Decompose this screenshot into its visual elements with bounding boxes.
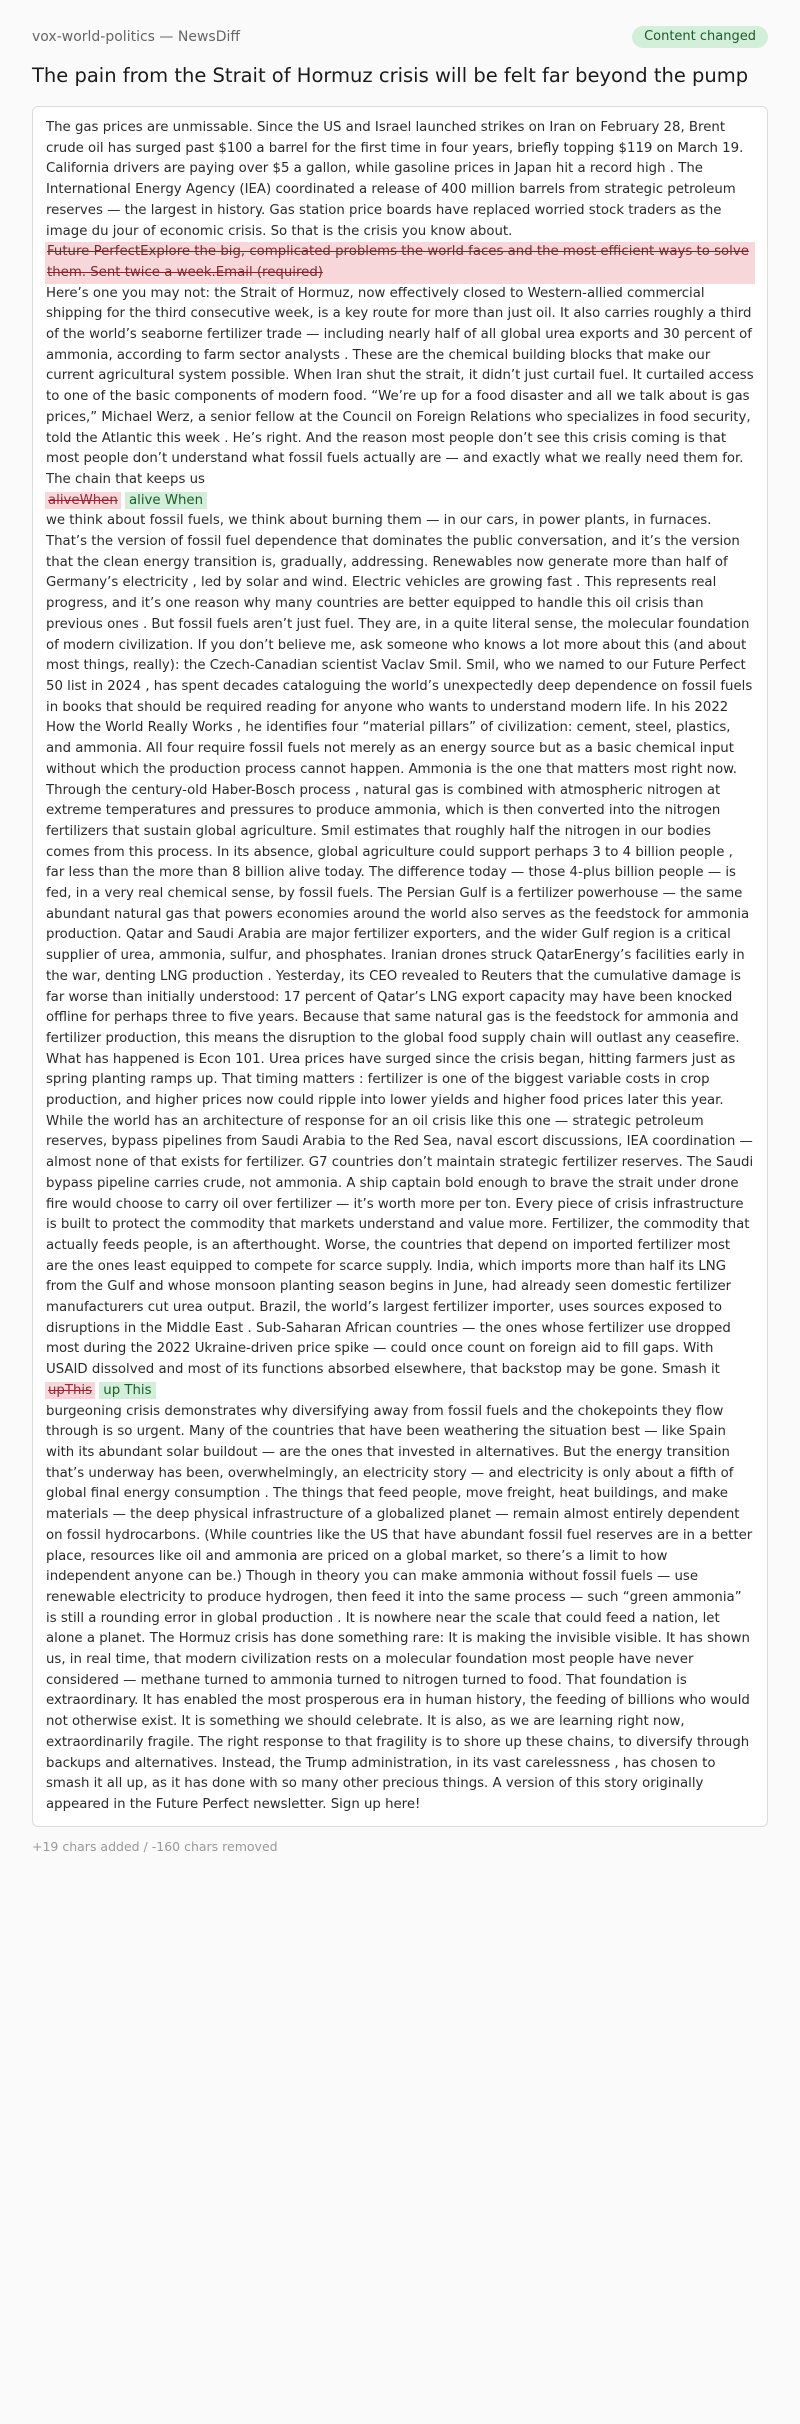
- source-label: vox-world-politics — NewsDiff: [32, 29, 241, 45]
- deleted-text: Future PerfectExplore the big, complicated problems the world faces and the most efficient ways to solve them. Sent twice a week.Email (required): [45, 242, 755, 283]
- change-pair: [45, 491, 755, 512]
- inserted-text: alive When: [125, 492, 207, 509]
- diff-stats: +19 chars added / -160 chars removed: [32, 1838, 278, 1854]
- status-badge: Content changed: [632, 26, 768, 48]
- deleted-text: upThis: [45, 1382, 95, 1399]
- inserted-text: up This: [99, 1382, 155, 1399]
- unchanged-text: we think about fossil fuels, we think about burning them — in our cars, in power plants, in furnaces. That’s the version of fossil fuel dependence that dominates the public conversation, and it’s the version that the clean energy transition is, gradually, addressing. Renewables now generate more than half of Germany’s electricity , led by solar and wind. Electric vehicles are growing fast . This represents real progress, and it’s one reason why many countries are better equipped to handle this oil crisis than previous ones . But fossil fuels aren’t just fuel. They are, in a quite literal sense, the molecular foundation of modern civilization. If you don’t believe me, ask someone who knows a lot more about this (and about most things, really): the Czech-Canadian scientist Vaclav Smil. Smil, who we named to our Future Perfect 50 list in 2024 , has spent decades cataloguing the world’s unexpectedly deep dependence on fossil fuels in books that should be required reading for anyone who wants to understand modern life. In his 2022 How the World Really Works , he identifies four “material pillars” of civilization: cement, steel, plastics, and ammonia. All four require fossil fuels not merely as an energy source but as a basic chemical input without which the production process cannot happen. Ammonia is the one that matters most right now. Through the century-old Haber-Bosch process , natural gas is combined with atmospheric nitrogen at extreme temperatures and pressures to produce ammonia, which is then converted into the nitrogen fertilizers that sustain global agriculture. Smil estimates that roughly half the nitrogen in our bodies comes from this process. In its absence, global agriculture could support perhaps 3 to 4 billion people , far less than the more than 8 billion alive today. The difference today — those 4-plus billion people — is fed, in a very real chemical sense, by fossil fuels. The Persian Gulf is a fertilizer powerhouse — the same abundant natural gas that powers economies around the world also serves as the feedstock for ammonia production. Qatar and Saudi Arabia are major fertilizer exporters, and the wider Gulf region is a critical supplier of urea, ammonia, sulfur, and phosphates. Iranian drones struck QatarEnergy’s facilities early in the war, denting LNG production . Yesterday, its CEO revealed to Reuters that the cumulative damage is far worse than initially understood: 17 percent of Qatar’s LNG export capacity may have been knocked offline for perhaps three to five years. Because that same natural gas is the feedstock for ammonia and fertilizer production, this means the disruption to the global food supply chain will outlast any ceasefire. What has happened is Econ 101. Urea prices have surged since the crisis began, hitting farmers just as spring planting ramps up. That timing matters : fertilizer is one of the biggest variable costs in crop production, and higher prices now could ripple into lower yields and higher food prices later this year. While the world has an architecture of response for an oil crisis like this one — strategic petroleum reserves, bypass pipelines from Saudi Arabia to the Red Sea, naval escort discussions, IEA coordination — almost none of that exists for fertilizer. G7 countries don’t maintain strategic fertilizer reserves. The Saudi bypass pipeline carries crude, not ammonia. A ship captain bold enough to brave the strait under drone fire would choose to carry oil over fertilizer — it’s worth more per ton. Every piece of crisis infrastructure is built to protect the commodity that markets understand and value more. Fertilizer, the commodity that actually feeds people, is an afterthought. Worse, the countries that depend on imported fertilizer most are the ones least equipped to compete for scarce supply. India, which imports more than half its LNG from the Gulf and whose monsoon planting season begins in June, had already seen domestic fertilizer manufacturers cut urea output. Brazil, the world’s largest fertilizer importer, uses sources exposed to disruptions in the Middle East . Sub-Saharan African countries — the ones whose fertilizer use dropped most during the 2022 Ukraine-driven price spike — could once count on foreign aid to fill gaps. With USAID dissolved and most of its functions absorbed elsewhere, that backstop may be gone. Smash it: [46, 513, 754, 1378]
- article-title: The pain from the Strait of Hormuz crisis will be felt far beyond the pump: [32, 64, 749, 87]
- change-pair: [45, 1381, 755, 1402]
- deleted-text: aliveWhen: [45, 492, 121, 509]
- header: [32, 26, 768, 48]
- unchanged-text: burgeoning crisis demonstrates why diversifying away from fossil fuels and the chokepoints they flow through is so urgent. Many of the countries that have been weathering the situation best — like Spain with its abundant solar buildout — are the ones that invested in alternatives. But the energy transition that’s underway has been, overwhelmingly, an electricity story — and electricity is only about a fifth of global final energy consumption . The things that feed people, move freight, heat buildings, and make materials — the deep physical infrastructure of a globalized planet — remain almost entirely dependent on fossil hydrocarbons. (While countries like the US that have abundant fossil fuel reserves are in a better place, resources like oil and ammonia are priced on a global market, so there’s a limit to how independent anyone can be.) Though in theory you can make ammonia without fossil fuels — use renewable electricity to produce hydrogen, then feed it into the same process — such “green ammonia” is still a rounding error in global production . It is nowhere near the scale that could feed a nation, let alone a planet. The Hormuz crisis has done something rare: It is making the invisible visible. It has shown us, in real time, that modern civilization rests on a molecular foundation most people have never considered — methane turned to ammonia turned to nitrogen turned to food. That foundation is extraordinary. It has enabled the most prosperous era in human history, the feeding of billions who would not otherwise exist. It is something we should celebrate. It is also, as we are learning right now, extraordinarily fragile. The right response to that fragility is to shore up these chains, to diversify through backups and alternatives. Instead, the Trump administration, in its vast carelessness , has chosen to smash it all up, as it has done with so many other precious things. A version of this story originally appeared in the Future Perfect newsletter. Sign up here!: [46, 1403, 753, 1812]
- diff-content: [32, 106, 768, 1827]
- unchanged-text: Here’s one you may not: the Strait of Hormuz, now effectively closed to Western-allied commercial shipping for the third consecutive week, is a key route for more than just oil. It also carries roughly a third of the world’s seaborne fertilizer trade — including nearly half of all global urea exports and 30 percent of ammonia, according to farm sector analysts . These are the chemical building blocks that make our current agricultural system possible. When Iran shut the strait, it didn’t just curtail fuel. It curtailed access to one of the basic components of modern food. “We’re up for a food disaster and all we talk about is gas prices,” Michael Werz, a senior fellow at the Council on Foreign Relations who specializes in food security, told the Atlantic this week . He’s right. And the reason most people don’t see this crisis coming is that most people don’t understand what fossil fuels actually are — and exactly what we really need them for. The chain that keeps us: [46, 285, 754, 487]
- unchanged-text: The gas prices are unmissable. Since the US and Israel launched strikes on Iran on February 28, Brent crude oil has surged past $100 a barrel for the first time in four years, briefly topping $119 on March 19. California drivers are paying over $5 a gallon, while gasoline prices in Japan hit a record high . The International Energy Agency (IEA) coordinated a release of 400 million barrels from strategic petroleum reserves — the largest in history. Gas station price boards have replaced worried stock traders as the image du jour of economic crisis. So that is the crisis you know about.: [46, 120, 744, 239]
